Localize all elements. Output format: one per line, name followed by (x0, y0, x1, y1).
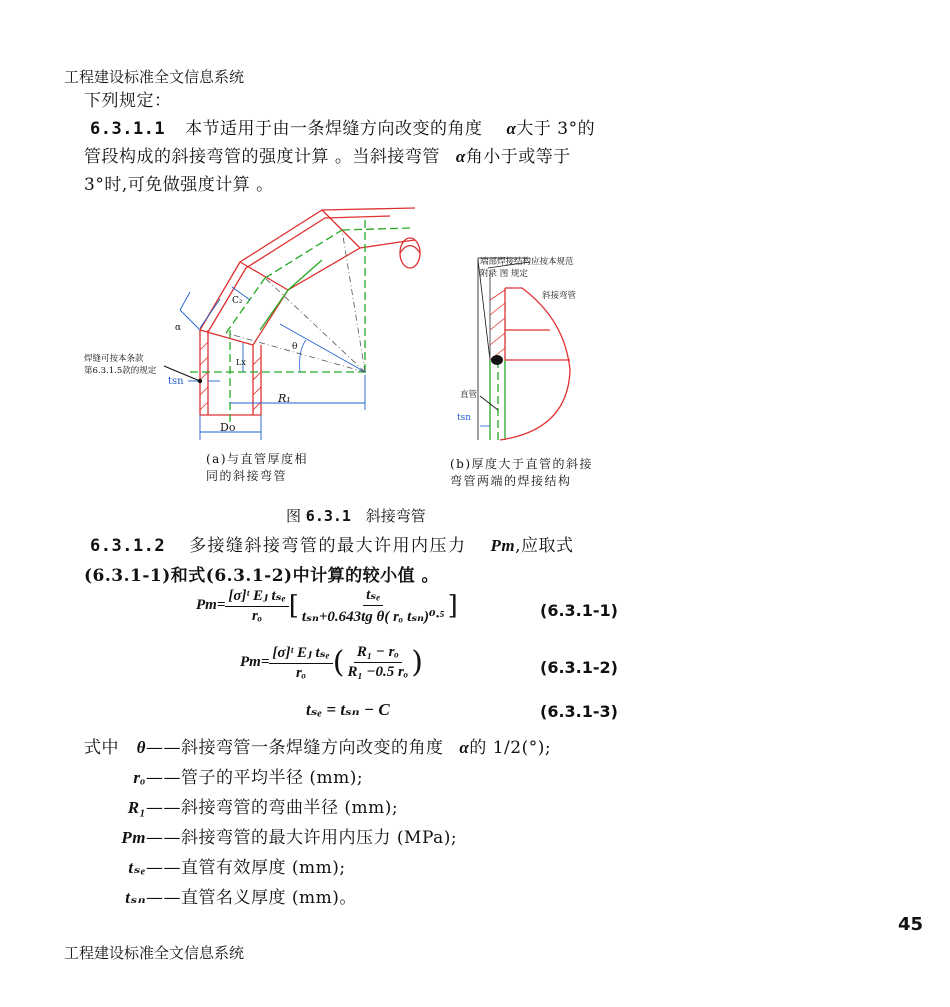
definition-text: ——直管名义厚度 (mm)。 (146, 888, 357, 908)
definition-text: ——直管有效厚度 (mm); (146, 858, 346, 878)
clause-text: 多接缝斜接弯管的最大许用内压力 (189, 536, 467, 556)
clause-text: 大于 3°的 (516, 119, 596, 139)
weld-note-line2: 第6.3.1.5款的规定 (84, 366, 157, 376)
definition-text: ——斜接弯管的最大许用内压力 (MPa); (146, 828, 458, 848)
caption-number: 6.3.1 (305, 507, 351, 525)
equation-3: tₛₑ = tₛₙ − C (306, 700, 390, 719)
definition-extra-symbol: α (459, 738, 470, 757)
definition-item (92, 763, 363, 788)
footer-system-name: 工程建设标准全文信息系统 (64, 944, 245, 962)
eq1-bracket-den: tₛₙ+0.643tg θ( rₒ tₛₙ)⁰·⁵ (301, 609, 445, 625)
clause-text: 角小于或等于 (465, 147, 571, 167)
label-r1: R₁ (278, 392, 291, 405)
equation-2: Pm= $\frac{\text{[σ]ᵗ Eⱼ tₛₑ}}{\text{rₒ}}$ ( $\frac{\text{R₁ − rₒ}}{\text{R₁ −0.5 rₒ}}$ ) (240, 644, 423, 681)
definition-item (92, 883, 357, 908)
eq1-number: (6.3.1-1) (540, 601, 618, 620)
subcaption-a-line2: 同的斜接弯管 (206, 469, 288, 483)
clause-6-3-1-2-line2: (6.3.1-1)和式(6.3.1-2)中计算的较小值 。 (84, 566, 440, 586)
label-c: C₂ (232, 296, 243, 306)
weld-note-line1: 焊缝可按本条款 (84, 354, 144, 364)
clause-number: 6.3.1.2 (90, 536, 166, 556)
alpha-symbol: α (506, 119, 517, 138)
caption-prefix: 图 (286, 507, 302, 525)
clause-6-3-1-1-line2 (84, 142, 571, 167)
clause-number: 6.3.1.1 (90, 119, 166, 139)
eq3-number: (6.3.1-3) (540, 702, 618, 721)
label-tsn-a: tsn (168, 376, 184, 387)
clause-6-3-1-1-line1 (84, 114, 595, 139)
clause-text: 管段构成的斜接弯管的强度计算 。当斜接弯管 (84, 147, 440, 167)
definition-text: ——斜接弯管一条焊缝方向改变的角度 (146, 738, 444, 758)
eq2-bracket-den: R₁ −0.5 rₒ (347, 664, 409, 680)
subcaption-b-line2: 弯管两端的焊接结构 (450, 474, 572, 488)
page-number: 45 (898, 914, 924, 935)
definition-item (92, 823, 457, 848)
eq1-den: rₒ (251, 608, 263, 624)
miter-end-drawing-b (478, 258, 570, 440)
definition-extra-text: 的 1/2(°); (469, 738, 552, 758)
label-straight: 直管 (460, 390, 478, 400)
label-alpha: α (175, 323, 182, 333)
clause-6-3-1-2-line1 (84, 531, 573, 556)
caption-text: 斜接弯管 (365, 507, 426, 525)
subcaption-b-line1: (b)厚度大于直管的斜接 (450, 457, 594, 471)
eq1-bracket-num: tₛₑ (363, 585, 383, 606)
pm-symbol: Pm (490, 536, 516, 555)
figure-6-3-1 (60, 200, 620, 500)
eq2-lhs: Pm= (240, 654, 270, 670)
definition-item (92, 793, 398, 818)
alpha-symbol: α (455, 147, 466, 166)
eq1-num: [σ]ᵗ Eⱼ tₛₑ (225, 586, 288, 607)
miter-bend-drawing-a (164, 208, 420, 440)
subcaption-a (206, 451, 308, 485)
right-note-line1: 端部焊接结构应按本规范 (480, 257, 574, 267)
clause-text: ,应取式 (515, 536, 574, 556)
definition-symbol: R₁ (127, 798, 146, 817)
eq1-lhs: Pm= (196, 597, 226, 613)
eq2-den: rₒ (295, 665, 307, 681)
label-tsn-b: tsn (457, 413, 472, 423)
subcaption-a-line1: (a)与直管厚度相 (206, 452, 309, 466)
clause-text: 本节适用于由一条焊缝方向改变的角度 (185, 119, 483, 139)
definition-text: ——管子的平均半径 (mm); (146, 768, 364, 788)
eq2-bracket-num: R₁ − rₒ (354, 644, 402, 663)
definitions-intro: 式中 (84, 738, 119, 758)
definition-symbol: θ (136, 738, 146, 757)
definition-item (92, 733, 551, 758)
label-do: Do (220, 421, 236, 434)
clause-6-3-1-1-line3: 3°时,可免做强度计算 。 (84, 175, 274, 195)
intro-text: 下列规定： (84, 91, 172, 111)
definition-symbol: tₛₑ (128, 858, 146, 877)
header-system-name: 工程建设标准全文信息系统 (64, 68, 245, 86)
label-lx: Lx (236, 358, 246, 367)
definition-symbol: tₛₙ (125, 888, 146, 907)
eq2-number: (6.3.1-2) (540, 658, 618, 677)
eq2-num: [σ]ᵗ Eⱼ tₛₑ (269, 643, 332, 664)
subcaption-b (450, 456, 593, 490)
definition-symbol: rₒ (133, 768, 146, 787)
definition-item (92, 853, 346, 878)
equation-1: Pm= $\frac{\text{[σ]ᵗ Eⱼ tₛₑ}}{\text{rₒ}}$ [ $\frac{\text{tₛₑ}}{\text{tₛₙ+0.643tg θ( rₒ tₛₙ)⁰·⁵}}$ ] (196, 587, 458, 625)
definition-text: ——斜接弯管的弯曲半径 (mm); (146, 798, 399, 818)
definition-symbol: Pm (121, 828, 146, 847)
label-miter: 斜接弯管 (542, 291, 577, 301)
figure-caption (286, 505, 426, 526)
label-theta: θ (292, 342, 298, 352)
right-note-line2: 附录 图 规定 (480, 269, 528, 279)
